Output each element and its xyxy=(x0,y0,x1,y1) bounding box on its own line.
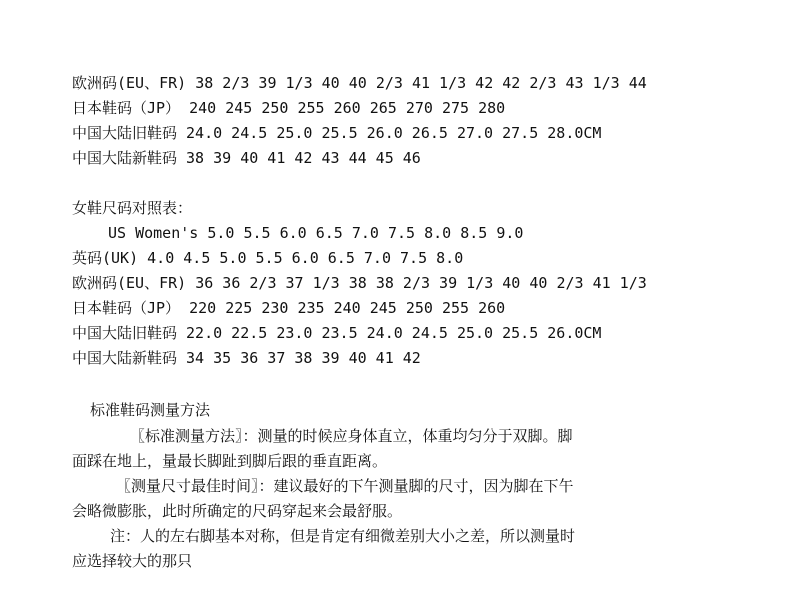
women-cn-old-size-row: 中国大陆旧鞋码 22.0 22.5 23.0 23.5 24.0 24.5 25.0 25.5 26.0CM xyxy=(72,324,602,342)
men-eu-size-row: 欧洲码(EU、FR) 38 2/3 39 1/3 40 40 2/3 41 1/3 42 42 2/3 43 1/3 44 xyxy=(72,74,647,92)
method-paragraph-3-line-1: 注：人的左右脚基本对称，但是肯定有细微差别大小之差，所以测量时 xyxy=(110,527,576,545)
method-paragraph-1-line-1: 〖标准测量方法〗：测量的时候应身体直立，体重均匀分于双脚。脚 xyxy=(130,427,573,445)
men-cn-new-size-row: 中国大陆新鞋码 38 39 40 41 42 43 44 45 46 xyxy=(72,149,421,167)
method-paragraph-3-line-2: 应选择较大的那只 xyxy=(72,552,193,570)
women-table-title: 女鞋尺码对照表： xyxy=(72,199,193,217)
women-cn-new-size-row: 中国大陆新鞋码 34 35 36 37 38 39 40 41 42 xyxy=(72,349,421,367)
method-title: 标准鞋码测量方法 xyxy=(90,401,211,419)
women-eu-size-row: 欧洲码(EU、FR) 36 36 2/3 37 1/3 38 38 2/3 39 1/3 40 40 2/3 41 1/3 xyxy=(72,274,647,292)
men-jp-size-row: 日本鞋码（JP） 240 245 250 255 260 265 270 275 280 xyxy=(72,99,506,117)
method-paragraph-2-line-1: 〖测量尺寸最佳时间〗：建议最好的下午测量脚的尺寸，因为脚在下午 xyxy=(116,477,574,495)
women-us-size-row: US Women's 5.0 5.5 6.0 6.5 7.0 7.5 8.0 8.5 9.0 xyxy=(108,224,524,242)
method-paragraph-1-line-2: 面踩在地上，量最长脚趾到脚后跟的垂直距离。 xyxy=(72,452,388,470)
women-uk-size-row: 英码(UK) 4.0 4.5 5.0 5.5 6.0 6.5 7.0 7.5 8.0 xyxy=(72,249,464,267)
men-cn-old-size-row: 中国大陆旧鞋码 24.0 24.5 25.0 25.5 26.0 26.5 27.0 27.5 28.0CM xyxy=(72,124,602,142)
method-paragraph-2-line-2: 会略微膨胀，此时所确定的尺码穿起来会最舒服。 xyxy=(72,502,403,520)
women-jp-size-row: 日本鞋码（JP） 220 225 230 235 240 245 250 255 260 xyxy=(72,299,506,317)
